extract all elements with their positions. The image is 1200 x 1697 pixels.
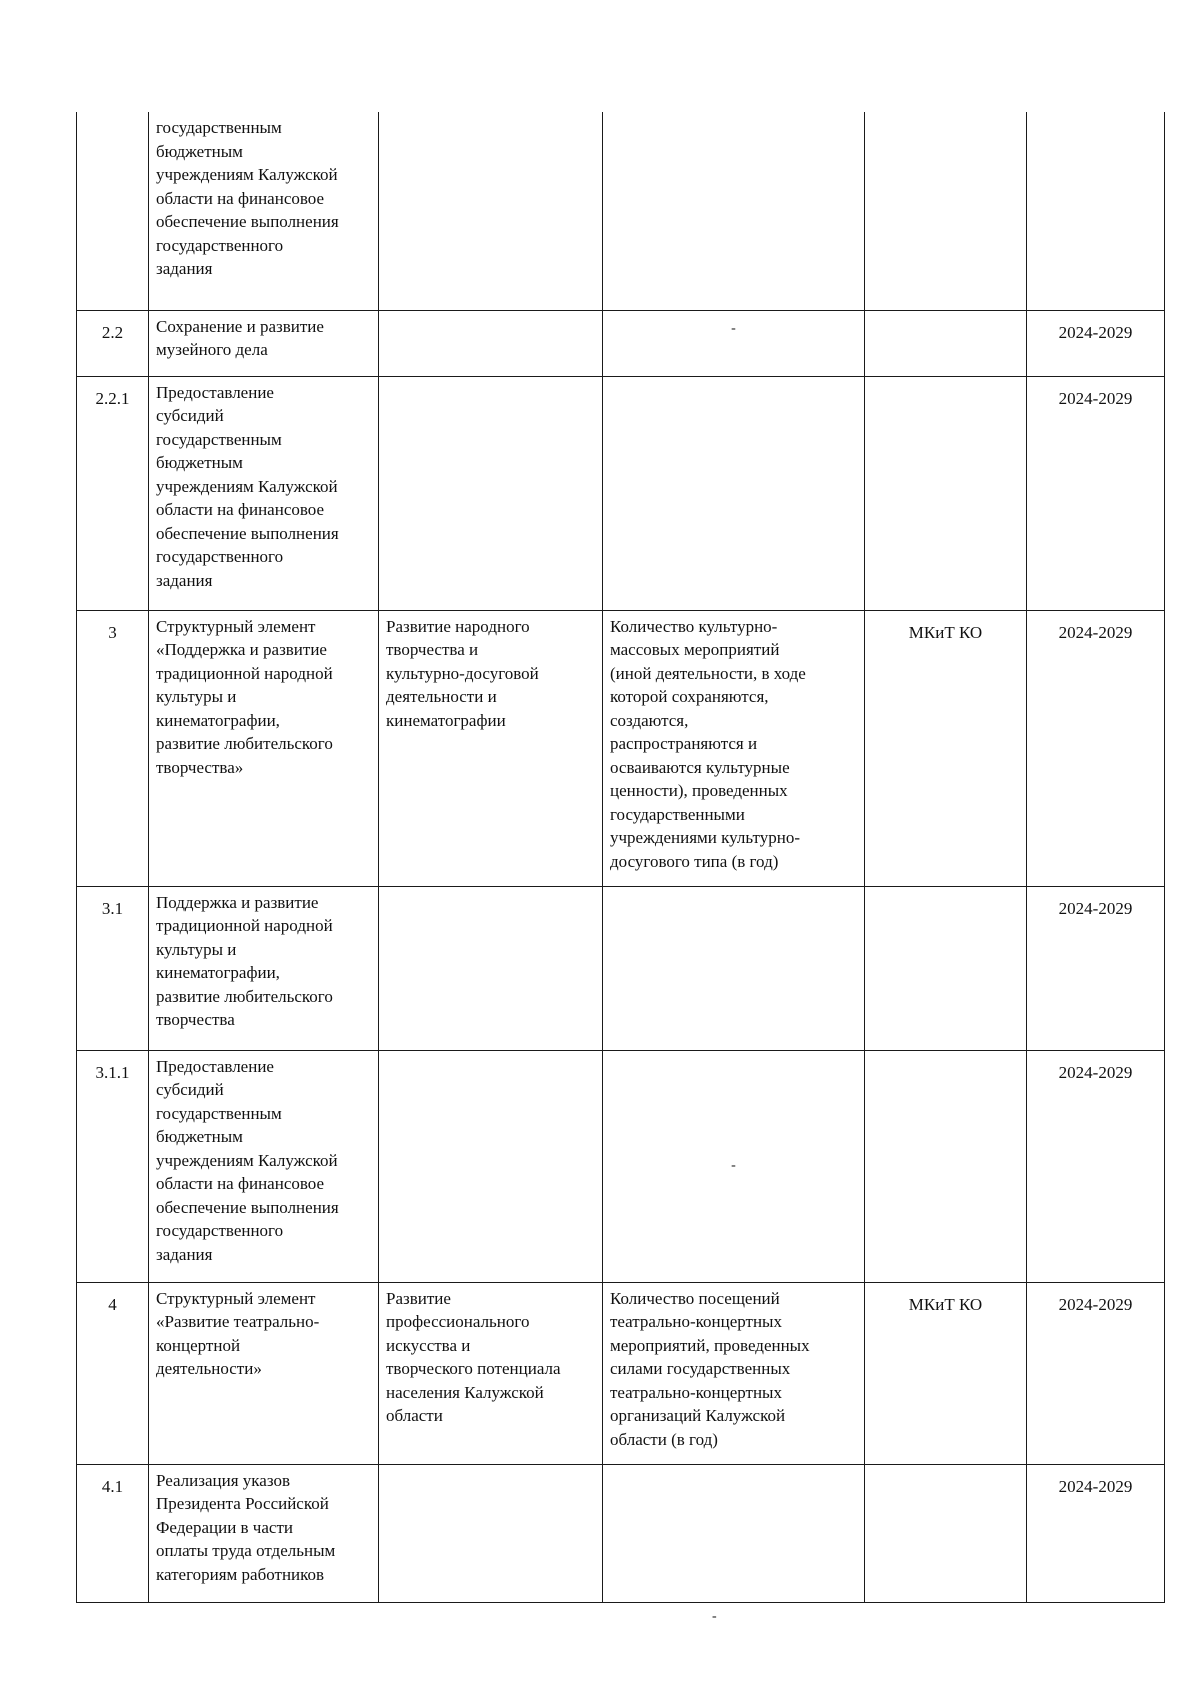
- years-cell: [1027, 112, 1165, 310]
- responsible-cell: [865, 1464, 1027, 1602]
- table-row: [77, 376, 1165, 610]
- indicator-cell: [603, 1464, 865, 1602]
- dash-mark: -: [731, 320, 736, 336]
- row-number-cell: 3: [77, 610, 149, 886]
- element-name-cell: Реализация указов Президента Российской Федерации в части оплаты труда отдельным категориям работников: [149, 1464, 379, 1602]
- program-structure-table: [76, 112, 1165, 1603]
- indicator-cell: [603, 310, 865, 376]
- years-cell: 2024-2029: [1027, 1050, 1165, 1282]
- responsible-cell: [865, 1050, 1027, 1282]
- task-cell: [379, 1464, 603, 1602]
- row-number-cell: [77, 112, 149, 310]
- row-number-cell: 3.1: [77, 886, 149, 1050]
- row-number-cell: 4: [77, 1282, 149, 1464]
- indicator-cell: Количество культурно- массовых мероприятий (иной деятельности, в ходе которой сохраняются, создаются, распространяются и осваиваются культурные ценности), проведенных государственными учреждениями культурно- досугового типа (в год): [603, 610, 865, 886]
- element-name-cell: Структурный элемент «Развитие театрально- концертной деятельности»: [149, 1282, 379, 1464]
- table-row: [77, 1464, 1165, 1602]
- table-row: [77, 1282, 1165, 1464]
- indicator-cell: [603, 1050, 865, 1282]
- indicator-cell: Количество посещений театрально-концертных мероприятий, проведенных силами государственных театрально-концертных организаций Калужской области (в год): [603, 1282, 865, 1464]
- years-cell: 2024-2029: [1027, 376, 1165, 610]
- task-cell: [379, 112, 603, 310]
- responsible-cell: МКиТ КО: [865, 1282, 1027, 1464]
- table-row: [77, 112, 1165, 310]
- element-name-cell: Сохранение и развитие музейного дела: [149, 310, 379, 376]
- table-row: [77, 886, 1165, 1050]
- row-number-cell: 2.2.1: [77, 376, 149, 610]
- table-row: [77, 1050, 1165, 1282]
- row-number-cell: 2.2: [77, 310, 149, 376]
- row-number-cell: 3.1.1: [77, 1050, 149, 1282]
- task-cell: [379, 1050, 603, 1282]
- element-name-cell: Поддержка и развитие традиционной народной культуры и кинематографии, развитие любительского творчества: [149, 886, 379, 1050]
- responsible-cell: [865, 310, 1027, 376]
- responsible-cell: [865, 376, 1027, 610]
- element-name-cell: государственным бюджетным учреждениям Калужской области на финансовое обеспечение выполнения государственного задания: [149, 112, 379, 310]
- indicator-cell: [603, 376, 865, 610]
- dash-mark: -: [731, 1158, 736, 1174]
- responsible-cell: [865, 886, 1027, 1050]
- task-cell: Развитие народного творчества и культурно-досуговой деятельности и кинематографии: [379, 610, 603, 886]
- element-name-cell: Предоставление субсидий государственным бюджетным учреждениям Калужской области на финансовое обеспечение выполнения государственного задания: [149, 376, 379, 610]
- page-footer-mark: -: [712, 1609, 717, 1624]
- years-cell: 2024-2029: [1027, 1464, 1165, 1602]
- years-cell: 2024-2029: [1027, 310, 1165, 376]
- indicator-cell: [603, 112, 865, 310]
- years-cell: 2024-2029: [1027, 886, 1165, 1050]
- responsible-cell: [865, 112, 1027, 310]
- table-row: [77, 310, 1165, 376]
- years-cell: 2024-2029: [1027, 1282, 1165, 1464]
- task-cell: Развитие профессионального искусства и творческого потенциала населения Калужской области: [379, 1282, 603, 1464]
- indicator-cell: [603, 886, 865, 1050]
- task-cell: [379, 310, 603, 376]
- element-name-cell: Предоставление субсидий государственным бюджетным учреждениям Калужской области на финансовое обеспечение выполнения государственного задания: [149, 1050, 379, 1282]
- task-cell: [379, 886, 603, 1050]
- responsible-cell: МКиТ КО: [865, 610, 1027, 886]
- table-row: [77, 610, 1165, 886]
- task-cell: [379, 376, 603, 610]
- row-number-cell: 4.1: [77, 1464, 149, 1602]
- element-name-cell: Структурный элемент «Поддержка и развитие традиционной народной культуры и кинематографии, развитие любительского творчества»: [149, 610, 379, 886]
- years-cell: 2024-2029: [1027, 610, 1165, 886]
